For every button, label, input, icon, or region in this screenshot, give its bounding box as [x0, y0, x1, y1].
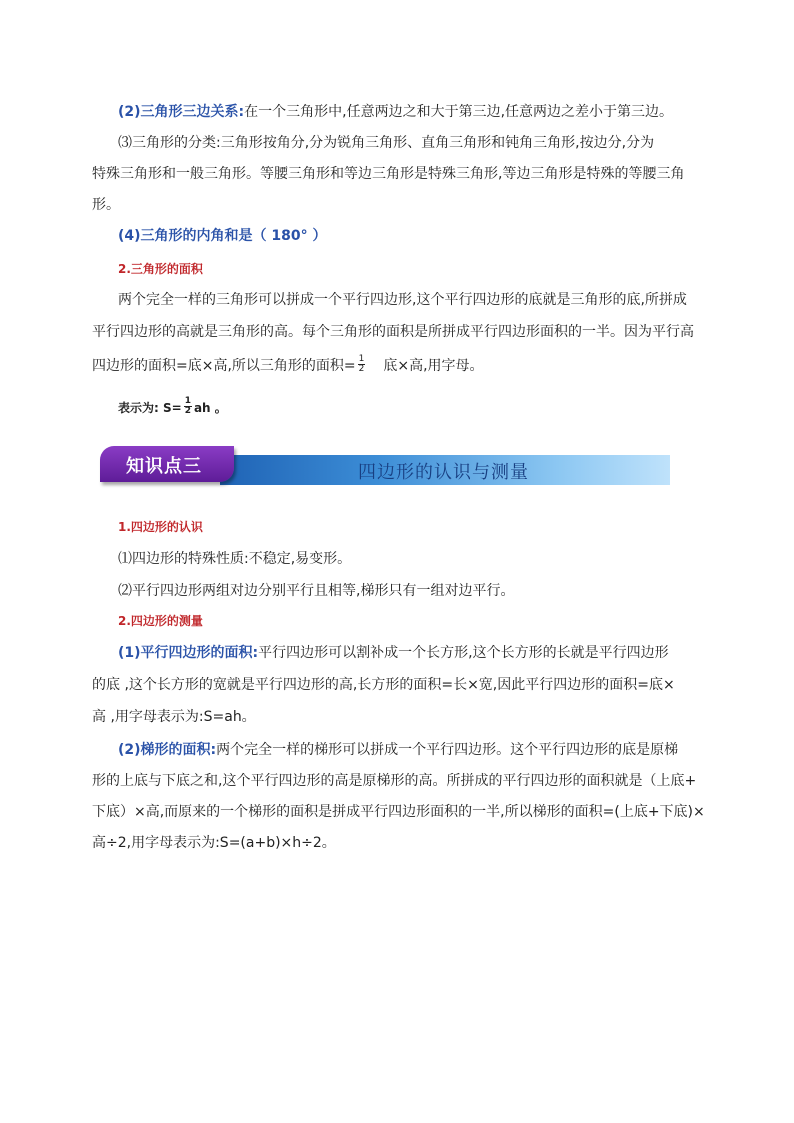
parallelogram-area-line1: (1)平行四边形的面积:平行四边形可以割补成一个长方形,这个长方形的长就是平行四边形 — [118, 645, 669, 661]
triangle-sides-relation — [118, 102, 738, 122]
triangle-area-line1: 两个完全一样的三角形可以拼成一个平行四边形,这个平行四边形的底就是三角形的底,所拼成 — [118, 292, 687, 308]
knowledge-point-banner — [100, 446, 672, 486]
parallelogram-area-line2: 的底 ,这个长方形的宽就是平行四边形的高,长方形的面积=长×宽,因此平行四边形的面积=底× — [92, 677, 675, 693]
trapezoid-area-line3: 下底）×高,而原来的一个梯形的面积是拼成平行四边形面积的一半,所以梯形的面积=(上底+下底)× — [92, 804, 705, 820]
item-text: 在一个三角形中,任意两边之和大于第三边,任意两边之差小于第三边。 — [244, 104, 674, 120]
parallelogram-area-line3: 高 ,用字母表示为:S=ah。 — [92, 709, 256, 725]
triangle-angle-sum: (4)三角形的内角和是（ 180° ） — [118, 228, 327, 244]
parallelogram-trapezoid-note: ⑵平行四边形两组对边分别平行且相等,梯形只有一组对边平行。 — [118, 583, 515, 599]
banner-title: 四边形的认识与测量 — [358, 462, 529, 483]
parallelogram-area-heading: (1)平行四边形的面积: — [118, 645, 259, 661]
triangle-classification-line1: ⑶三角形的分类:三角形按角分,分为锐角三角形、直角三角形和钝角三角形,按边分,分为 — [118, 135, 655, 151]
formula-suffix: ah 。 — [193, 401, 227, 415]
triangle-area-line2: 平行四边形的高就是三角形的高。每个三角形的面积是所拼成平行四边形面积的一半。因为平行高 — [92, 324, 694, 340]
banner-tab-label: 知识点三 — [126, 456, 202, 477]
formula-prefix: 表示为: S= — [118, 401, 182, 415]
banner-tab — [100, 446, 234, 482]
triangle-classification-line2: 特殊三角形和一般三角形。等腰三角形和等边三角形是特殊三角形,等边三角形是特殊的等腰三角 — [92, 166, 685, 182]
trapezoid-area-line4: 高÷2,用字母表示为:S=(a+b)×h÷2。 — [92, 835, 336, 851]
quadrilateral-heading: 1.四边形的认识 — [118, 520, 203, 534]
item-heading: (2)三角形三边关系: — [118, 104, 245, 120]
trapezoid-area-line2: 形的上底与下底之和,这个平行四边形的高是原梯形的高。所拼成的平行四边形的面积就是（上底+ — [92, 773, 697, 789]
trapezoid-area-line1: (2)梯形的面积:两个完全一样的梯形可以拼成一个平行四边形。这个平行四边形的底是原梯 — [118, 742, 679, 758]
formula-fraction: $\frac{1}{2}$ — [184, 396, 191, 416]
trapezoid-area-heading: (2)梯形的面积: — [118, 742, 217, 758]
area-text-a: 四边形的面积=底×高,所以三角形的面积= — [92, 358, 356, 374]
one-half-fraction: $\frac{1}{2}$ — [358, 353, 365, 374]
triangle-area-heading: 2.三角形的面积 — [118, 262, 203, 276]
triangle-area-formula — [118, 398, 738, 418]
area-text-b: 底×高,用字母。 — [383, 358, 484, 374]
quadrilateral-measure-heading: 2.四边形的测量 — [118, 614, 203, 628]
triangle-classification-line3: 形。 — [92, 197, 120, 213]
triangle-area-line3 — [92, 353, 712, 376]
quadrilateral-property: ⑴四边形的特殊性质:不稳定,易变形。 — [118, 551, 352, 567]
